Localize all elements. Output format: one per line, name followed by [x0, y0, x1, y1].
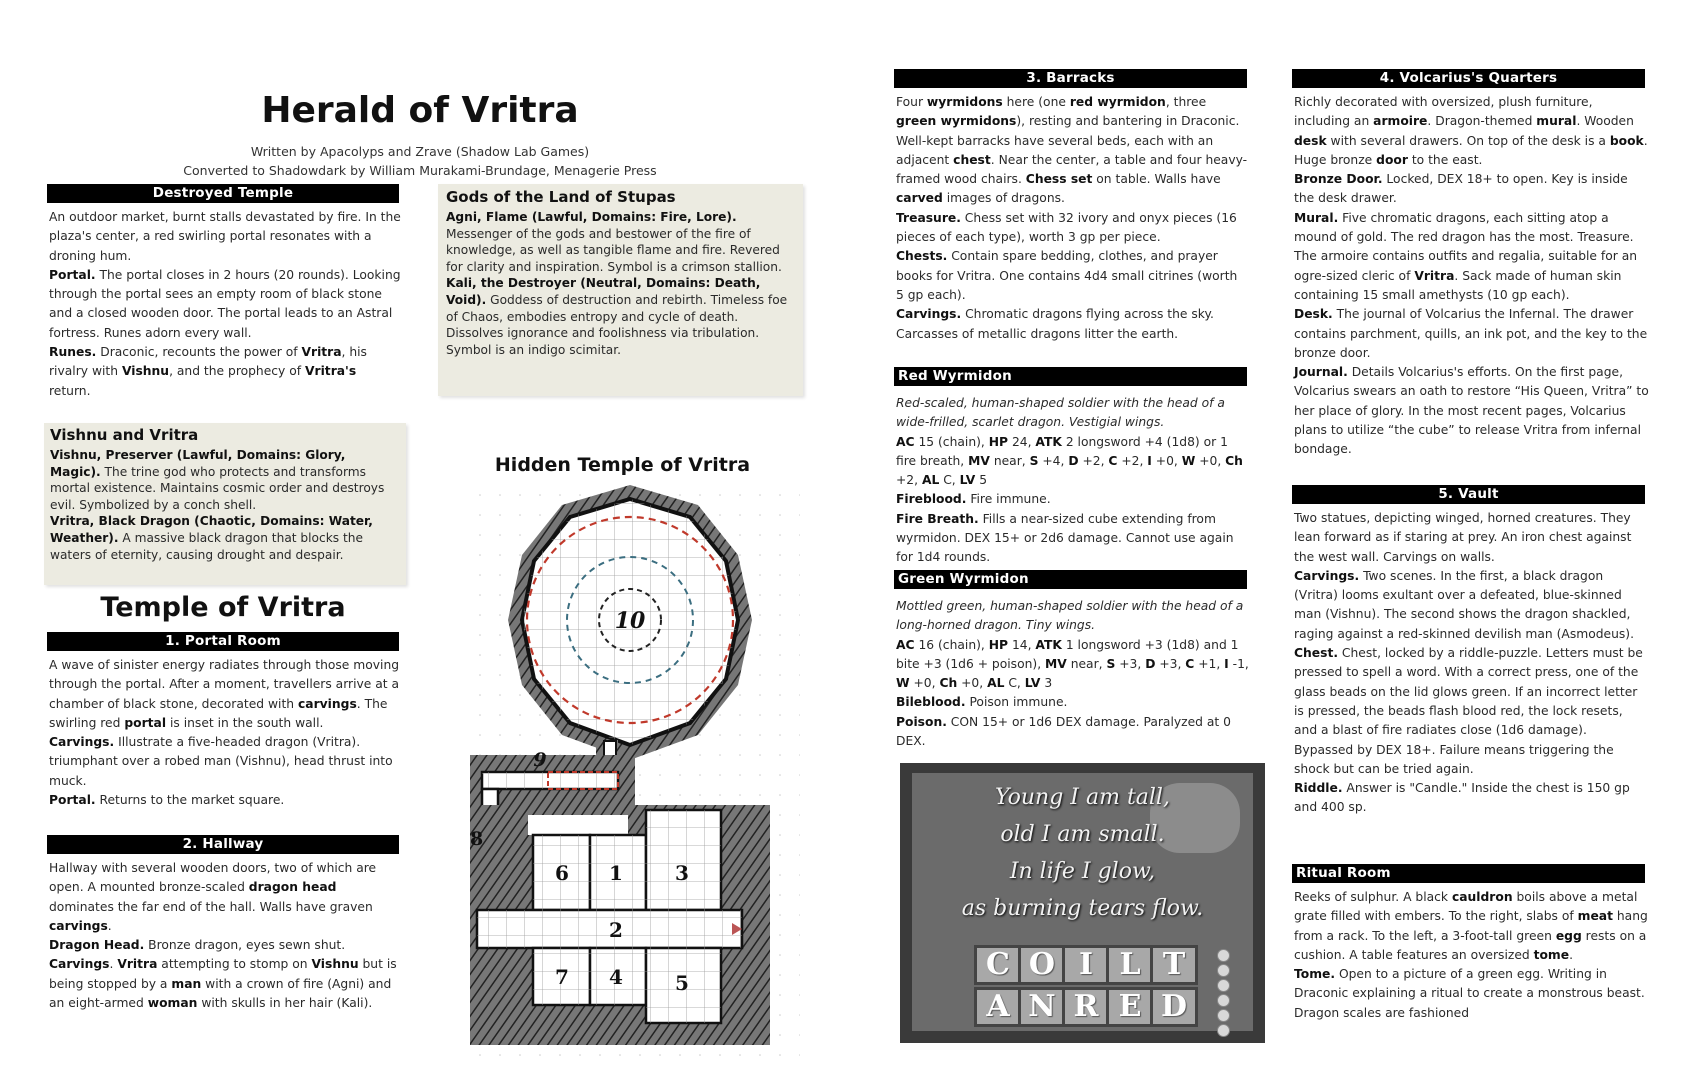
- green-wyrmidon-description: Mottled green, human-shaped soldier with the head of a long-horned dragon. Tiny wings.: [896, 599, 1244, 633]
- vault-intro: Two statues, depicting winged, horned creatures. They lean forward as if staring at prey. An iron chest against the west wall. Carvings on walls.: [1294, 511, 1632, 564]
- text: A wave of sinister energy radiates through those moving through the portal. After a moment, travellers arrive at a chamber of black stone, decorated with: [49, 658, 400, 711]
- keyword: carvings: [298, 696, 357, 711]
- stat-value: +3,: [1155, 656, 1186, 671]
- runes-bold: Vritra's: [305, 364, 357, 379]
- text: . Dragon-themed: [1427, 114, 1537, 129]
- map-label-8: 8: [470, 828, 484, 850]
- keyword: carved: [896, 191, 943, 206]
- stat-value: near,: [989, 453, 1030, 468]
- text: dominates the far end of the hall. Walls have graven: [49, 899, 373, 914]
- letter-tile: A: [974, 987, 1022, 1027]
- vishnu-text: The trine god who protects and transforms mortal existence. Maintains cosmic order and destroys evil. Symbolized by a conch shell.: [50, 464, 385, 512]
- hallway-header: 2. Hallway: [47, 835, 399, 854]
- text: is inset in the south wall.: [166, 715, 324, 730]
- text: Reeks of sulphur. A black: [1294, 890, 1452, 904]
- stat-value: 16 (chain),: [914, 637, 989, 652]
- stat-key: S: [1029, 453, 1039, 468]
- keyword: Vishnu: [311, 957, 359, 972]
- runes-bold: Vishnu: [121, 364, 170, 379]
- map-label-4: 4: [609, 965, 623, 989]
- text: boils above a metal grate filled with embers. To the right, slabs of: [1294, 890, 1638, 924]
- portal-room-header: 1. Portal Room: [47, 632, 399, 651]
- chests-text: Contain spare bedding, clothes, and prayer books for Vritra. One contains 4d4 small citrines (worth 5 gp each).: [896, 249, 1238, 302]
- text: Richly decorated with oversized, plush furniture, including an: [1294, 95, 1593, 129]
- letter-tile: I: [1062, 945, 1110, 985]
- red-wyrmidon-header: Red Wyrmidon: [894, 367, 1247, 386]
- kali-entry: [446, 275, 795, 358]
- stat-value: 24,: [1008, 434, 1036, 449]
- vault-carvings: [1294, 567, 1649, 644]
- stat-value: +1,: [1194, 656, 1225, 671]
- keyword: mural: [1536, 114, 1577, 129]
- text: .: [1569, 947, 1574, 962]
- desk-text: The journal of Volcarius the Infernal. The drawer contains parchment, quills, an ink pot, and the key to the bronze door.: [1294, 307, 1648, 360]
- letter-tile: R: [1062, 987, 1110, 1027]
- green-wyrmidon-header: Green Wyrmidon: [894, 570, 1247, 589]
- destroyed-temple-header: Destroyed Temple: [47, 184, 399, 203]
- barracks-treasure: [896, 209, 1249, 248]
- tome-text: Open to a picture of a green egg. Writing in Draconic explaining a ritual to create a monstrous beast. Dragon scales are fashioned: [1294, 967, 1645, 1020]
- stat-key: AC: [896, 637, 915, 652]
- keyword: desk: [1294, 133, 1327, 148]
- text: with several drawers. On top of the desk is a: [1326, 133, 1610, 148]
- text: . Near the center, a table and four heavy-framed wood chairs.: [896, 152, 1248, 187]
- map-label-7: 7: [555, 965, 569, 989]
- text: but is being stopped by a: [49, 957, 397, 991]
- letter-tile: D: [1150, 987, 1198, 1027]
- journal-label: Journal.: [1294, 365, 1348, 380]
- glass-bead: [1217, 979, 1230, 992]
- text: . Wooden: [1576, 114, 1634, 129]
- keyword: chest: [953, 152, 991, 167]
- quarters-body: [1294, 93, 1649, 460]
- portal-text: Returns to the market square.: [95, 793, 285, 808]
- agni-text: Messenger of the gods and bestower of the fire of knowledge, as well as tangible flame and fire. Revered for clarity and inspiration. Symbol is a crimson stallion.: [446, 226, 782, 274]
- chest-label: Chest.: [1294, 646, 1338, 661]
- map-label-10: 10: [614, 608, 646, 634]
- hallway-dragon-head: [49, 936, 401, 955]
- riddle-line: as burning tears flow.: [961, 896, 1204, 921]
- stat-value: +0,: [1151, 453, 1182, 468]
- keyword: egg: [1555, 928, 1582, 943]
- stat-key: AC: [896, 434, 915, 449]
- map-label-5: 5: [675, 971, 689, 995]
- chest-text: Chest, locked by a riddle-puzzle. Letters must be pressed to spell a word. With a correct press, one of the glass beads on the lid glows green. If an incorrect letter is pressed, the beads flash blood red, the lock resets, and a blast of fire radiates close (1d6 damage). Bypassed by DEX 18+. Failure means triggering the shock but can be tried again.: [1294, 646, 1643, 776]
- red-wyrmidon-description: Red-scaled, human-shaped soldier with the head of a wide-frilled, scarlet dragon. Vestigial wings.: [896, 396, 1225, 430]
- stat-value: 15 (chain),: [914, 434, 989, 449]
- hallway-body: [49, 859, 401, 1013]
- text: images of dragons.: [942, 191, 1065, 206]
- vishnu-sidebar-title: Vishnu and Vritra: [50, 426, 199, 444]
- keyword: Chess set: [1025, 172, 1093, 187]
- stat-key: ATK: [1035, 637, 1062, 652]
- carvings-text: Chromatic dragons flying across the sky. Carcasses of metallic dragons litter the earth.: [896, 307, 1214, 341]
- map-title: Hidden Temple of Vritra: [494, 454, 751, 476]
- runes-text: return.: [49, 383, 91, 398]
- carvings-label: Carvings.: [896, 307, 962, 322]
- left-page: [0, 0, 840, 1089]
- green-wyrmidon-body: [896, 597, 1249, 751]
- map-label-2: 2: [609, 918, 623, 942]
- desk-label: Desk.: [1294, 307, 1333, 322]
- text: Four: [896, 95, 927, 109]
- glass-bead: [1217, 949, 1230, 962]
- text: with a crown of fire (Agni) and an eight-armed: [49, 976, 392, 1011]
- agni-entry: [446, 209, 795, 275]
- red-wyrmidon-body: [896, 394, 1249, 568]
- destroyed-temple-intro: An outdoor market, burnt stalls devastated by fire. In the plaza's center, a red swirling portal resonates with a droning hum.: [49, 210, 401, 263]
- kali-text: Goddess of destruction and rebirth. Timeless foe of Chaos, embodies entropy and cycle of death. Dissolves ignorance and foolishness via tribulation. Symbol is an indigo scimitar.: [446, 292, 788, 357]
- chests-label: Chests.: [896, 249, 948, 264]
- barracks-body: [896, 93, 1249, 344]
- gods-sidebar-title: Gods of the Land of Stupas: [446, 188, 676, 206]
- agni-label: Agni, Flame (Lawful, Domains: Fire, Lore).: [446, 210, 737, 224]
- stat-key: HP: [988, 434, 1009, 449]
- vault-chest: [1294, 644, 1649, 779]
- vault-header: 5. Vault: [1292, 485, 1645, 504]
- runes-label: Runes.: [49, 345, 97, 360]
- carvings-label: Carvings.: [1294, 568, 1360, 583]
- portal-room-portal: [49, 791, 401, 810]
- stat-value: 2 longsword +4 (1d8) or 1 fire breath,: [896, 434, 1228, 468]
- stat-key: Ch: [939, 676, 958, 691]
- vault-riddle: [1294, 779, 1649, 818]
- riddle-line: In life I glow,: [1009, 859, 1156, 884]
- green-wyrmidon-poison: [896, 713, 1249, 752]
- barracks-chests: [896, 247, 1249, 305]
- keyword: cauldron: [1451, 890, 1513, 904]
- quarters-bronze-door: [1294, 170, 1649, 209]
- poison-label: Poison.: [896, 714, 947, 729]
- hallway-intro: [49, 859, 401, 936]
- stat-value: +2,: [1117, 453, 1148, 468]
- map-label-6: 6: [555, 861, 569, 885]
- riddle-label: Riddle.: [1294, 781, 1343, 796]
- stat-value: +0,: [1195, 453, 1226, 468]
- fireblood-text: Fire immune.: [966, 492, 1051, 507]
- gap: [528, 815, 628, 835]
- vishnu-sidebar: [44, 423, 406, 585]
- portal-text: The portal closes in 2 hours (20 rounds). Looking through the portal sees an empty room of black stone and a closed wooden door. The portal leads to an Astral fortress. Runes adorn every wall.: [49, 267, 401, 340]
- text: attempting to stomp on: [157, 957, 312, 972]
- destroyed-temple-body: [49, 208, 401, 401]
- stat-key: I: [1224, 656, 1229, 671]
- treasure-label: Treasure.: [896, 210, 961, 225]
- stat-key: C: [1108, 453, 1118, 468]
- text: . Huge bronze: [1294, 133, 1648, 167]
- fire-breath-label: Fire Breath.: [896, 511, 979, 526]
- portal-paragraph: [49, 266, 401, 343]
- text: .: [107, 918, 112, 933]
- ritual-tome: [1294, 965, 1649, 1023]
- glass-bead: [1217, 994, 1230, 1007]
- runes-paragraph: [49, 343, 401, 401]
- letter-tile: O: [1018, 945, 1066, 985]
- text: here (one: [1002, 95, 1070, 109]
- stat-key: AL: [921, 473, 940, 488]
- stat-key: MV: [1045, 656, 1067, 671]
- riddle-text: Answer is "Candle." Inside the chest is 150 gp and 400 sp.: [1294, 781, 1630, 815]
- vritra-text: A massive black dragon that blocks the waters of eternity, causing drought and despair.: [50, 530, 363, 562]
- quarters-desk: [1294, 305, 1649, 363]
- stat-value: -1,: [1228, 656, 1249, 671]
- stat-key: AL: [987, 676, 1005, 691]
- red-wyrmidon-fireblood: [896, 490, 1249, 509]
- keyword: armoire: [1373, 114, 1428, 129]
- stat-value: 3: [1040, 676, 1053, 691]
- tome-label: Tome.: [1294, 967, 1336, 982]
- text: with skulls in her hair (Kali).: [197, 996, 373, 1011]
- poison-text: CON 15+ or 1d6 DEX damage. Paralyzed at 0 DEX.: [896, 714, 1231, 749]
- green-wyrmidon-bileblood: [896, 693, 1249, 712]
- riddle-chest-illustration: [900, 763, 1265, 1043]
- text: . The swirling red: [49, 696, 388, 730]
- bileblood-text: Poison immune.: [965, 695, 1068, 710]
- keyword: man: [171, 976, 202, 991]
- keyword: tome: [1533, 947, 1570, 962]
- runes-bold: Vritra: [301, 345, 342, 360]
- vritra-label: Vritra, Black Dragon (Chaotic, Domains: Water, Weather).: [50, 514, 373, 545]
- quarters-intro: [1294, 93, 1649, 170]
- hallway-carvings: [49, 955, 401, 1013]
- stat-key: D: [1068, 453, 1079, 468]
- carvings-text: Illustrate a five-headed dragon (Vritra). triumphant over a robed man (Vishnu), head thrust into muck.: [49, 735, 393, 788]
- stat-key: I: [1147, 453, 1152, 468]
- stat-key: D: [1145, 656, 1156, 671]
- portal-label: Portal.: [49, 793, 96, 808]
- fireblood-label: Fireblood.: [896, 492, 967, 507]
- document-title: Herald of Vritra: [261, 90, 579, 131]
- stat-value: +0,: [909, 676, 940, 691]
- stat-value: +0,: [957, 676, 988, 691]
- stat-value: C,: [1004, 676, 1025, 691]
- vault-body: [1294, 509, 1649, 818]
- map-label-3: 3: [675, 861, 689, 885]
- fire-breath-text: Fills a near-sized cube extending from wyrmidon. DEX 15+ or 2d6 damage. Cannot use again for 1d4 rounds.: [896, 511, 1234, 565]
- riddle-line: Young I am tall,: [995, 785, 1170, 810]
- red-wyrmidon-statblock: [896, 433, 1249, 491]
- dragon-text: Bronze dragon, eyes sewn shut.: [144, 938, 346, 953]
- map-label-9: 9: [533, 749, 547, 771]
- glass-bead: [1217, 964, 1230, 977]
- mural-text: Five chromatic dragons, each sitting atop a mound of gold. The red dragon has the most. Treasure. The armoire contains outfits and regalia, suitable for an ogre-sized cleric of: [1294, 210, 1638, 283]
- carvings-label: Carvings: [49, 957, 110, 972]
- stat-key: LV: [1024, 676, 1041, 691]
- letter-tile: N: [1018, 987, 1066, 1027]
- stat-value: +4,: [1038, 453, 1069, 468]
- portal-room-carvings: [49, 733, 401, 791]
- glass-bead: [1217, 1024, 1230, 1037]
- letter-tile: L: [1106, 945, 1154, 985]
- stat-key: W: [1181, 453, 1196, 468]
- stat-key: C: [1185, 656, 1195, 671]
- vishnu-entry: [50, 447, 400, 513]
- stat-value: +2,: [1078, 453, 1109, 468]
- keyword: dragon head: [248, 880, 337, 895]
- corridor-9-grid: [482, 772, 618, 789]
- bileblood-label: Bileblood.: [896, 695, 966, 710]
- letter-tile: C: [974, 945, 1022, 985]
- keyword: Vritra: [117, 957, 158, 972]
- text: , three: [1165, 95, 1207, 109]
- stat-key: HP: [988, 637, 1009, 652]
- green-wyrmidon-statblock: [896, 636, 1249, 694]
- portal-room-body: [49, 656, 401, 810]
- text: .: [109, 957, 118, 972]
- dragon-label: Dragon Head.: [49, 938, 145, 953]
- byline-converter: Converted to Shadowdark by William Murakami-Brundage, Menagerie Press: [183, 163, 657, 178]
- letter-tile: E: [1106, 987, 1154, 1027]
- portal-label: Portal.: [49, 267, 96, 282]
- right-page: [842, 0, 1683, 1089]
- stat-value: +3,: [1115, 656, 1146, 671]
- quarters-mural: [1294, 209, 1649, 305]
- stat-value: 1 longsword +3 (1d8) and 1 bite +3 (1d6 + poison),: [896, 637, 1239, 671]
- door-label: Bronze Door.: [1294, 172, 1383, 187]
- gods-sidebar: [438, 184, 803, 396]
- door-text: Locked, DEX 18+ to open. Key is inside the desk drawer.: [1294, 172, 1628, 206]
- runes-text: , his rivalry with: [49, 345, 367, 379]
- keyword: Vritra: [1414, 268, 1455, 283]
- carvings-text: Two scenes. In the first, a black dragon (Vritra) looms exultant over a defeated, blue-skinned man (Vishnu). The second shows the dragon shackled, raging against a red-skinned devilish man (Asmodeus).: [1294, 568, 1635, 641]
- keyword: portal: [124, 715, 167, 730]
- stat-value: near,: [1066, 656, 1107, 671]
- keyword: green wyrmidons: [896, 114, 1017, 129]
- vritra-entry: [50, 513, 400, 563]
- keyword: meat: [1577, 909, 1613, 924]
- carvings-label: Carvings.: [49, 735, 115, 750]
- stat-value: C,: [939, 473, 960, 488]
- temple-section-title: Temple of Vritra: [100, 592, 346, 623]
- text: to the east.: [1407, 152, 1483, 167]
- byline-authors: Written by Apacolyps and Zrave (Shadow Lab Games): [250, 144, 590, 159]
- glass-bead: [1217, 1009, 1230, 1022]
- stat-key: S: [1106, 656, 1116, 671]
- keyword: carvings: [49, 918, 108, 933]
- text: on table. Walls have: [1092, 172, 1221, 187]
- riddle-verse: [920, 779, 1245, 927]
- text: Hallway with several wooden doors, two of which are open. A mounted bronze-scaled: [49, 861, 377, 895]
- map-label-1: 1: [609, 861, 623, 885]
- keyword: book: [1609, 133, 1644, 148]
- ritual-intro: [1294, 888, 1649, 965]
- keyword: door: [1376, 152, 1408, 167]
- treasure-text: Chess set with 32 ivory and onyx pieces (16 pieces of each type), worth 3 gp per piece.: [896, 210, 1237, 245]
- stat-value: 5: [975, 473, 988, 488]
- ritual-room-header: Ritual Room: [1292, 864, 1645, 883]
- ritual-room-body: [1294, 888, 1649, 1023]
- red-wyrmidon-fire-breath: [896, 510, 1249, 568]
- runes-text: , and the prophecy of: [169, 364, 306, 379]
- stat-key: MV: [968, 453, 990, 468]
- kali-label: Kali, the Destroyer (Neutral, Domains: Death, Void).: [446, 276, 761, 307]
- vishnu-label: Vishnu, Preserver (Lawful, Domains: Glory, Magic).: [50, 448, 346, 479]
- stat-value: +2,: [896, 473, 922, 488]
- keyword: wyrmidons: [926, 95, 1003, 109]
- runes-text: Draconic, recounts the power of: [96, 345, 302, 360]
- text: hang from a rack. To the left, a 3-foot-tall green: [1294, 909, 1648, 943]
- portal-room-intro: [49, 656, 401, 733]
- barracks-carvings: [896, 305, 1249, 344]
- quarters-header: 4. Volcarius's Quarters: [1292, 69, 1645, 88]
- keyword: woman: [147, 996, 198, 1011]
- barracks-intro: [896, 93, 1249, 209]
- keyword: red wyrmidon: [1069, 95, 1166, 109]
- quarters-journal: [1294, 363, 1649, 459]
- stat-key: ATK: [1035, 434, 1062, 449]
- stat-key: Ch: [1225, 453, 1243, 468]
- mural-label: Mural.: [1294, 210, 1339, 225]
- text: rests on a cushion. A table features an oversized: [1294, 928, 1647, 962]
- letter-tile: T: [1150, 945, 1198, 985]
- stat-value: 14,: [1008, 637, 1036, 652]
- barracks-header: 3. Barracks: [894, 69, 1247, 88]
- riddle-line: old I am small.: [1000, 822, 1165, 847]
- stat-key: W: [896, 676, 910, 691]
- temple-map: [470, 485, 800, 1060]
- stat-key: LV: [959, 473, 976, 488]
- journal-text: Details Volcarius's efforts. On the first page, Volcarius swears an oath to restore “His Queen, Vritra” to her place of glory. In the most recent pages, Volcarius plans to utilize “the cube” to release Vritra from infernal bondage.: [1294, 365, 1649, 457]
- mural-text: . Sack made of human skin containing 15 small amethysts (10 gp each).: [1294, 268, 1622, 302]
- text: ), resting and bantering in Draconic. Well-kept barracks have several beds, each with an adjacent: [896, 114, 1240, 167]
